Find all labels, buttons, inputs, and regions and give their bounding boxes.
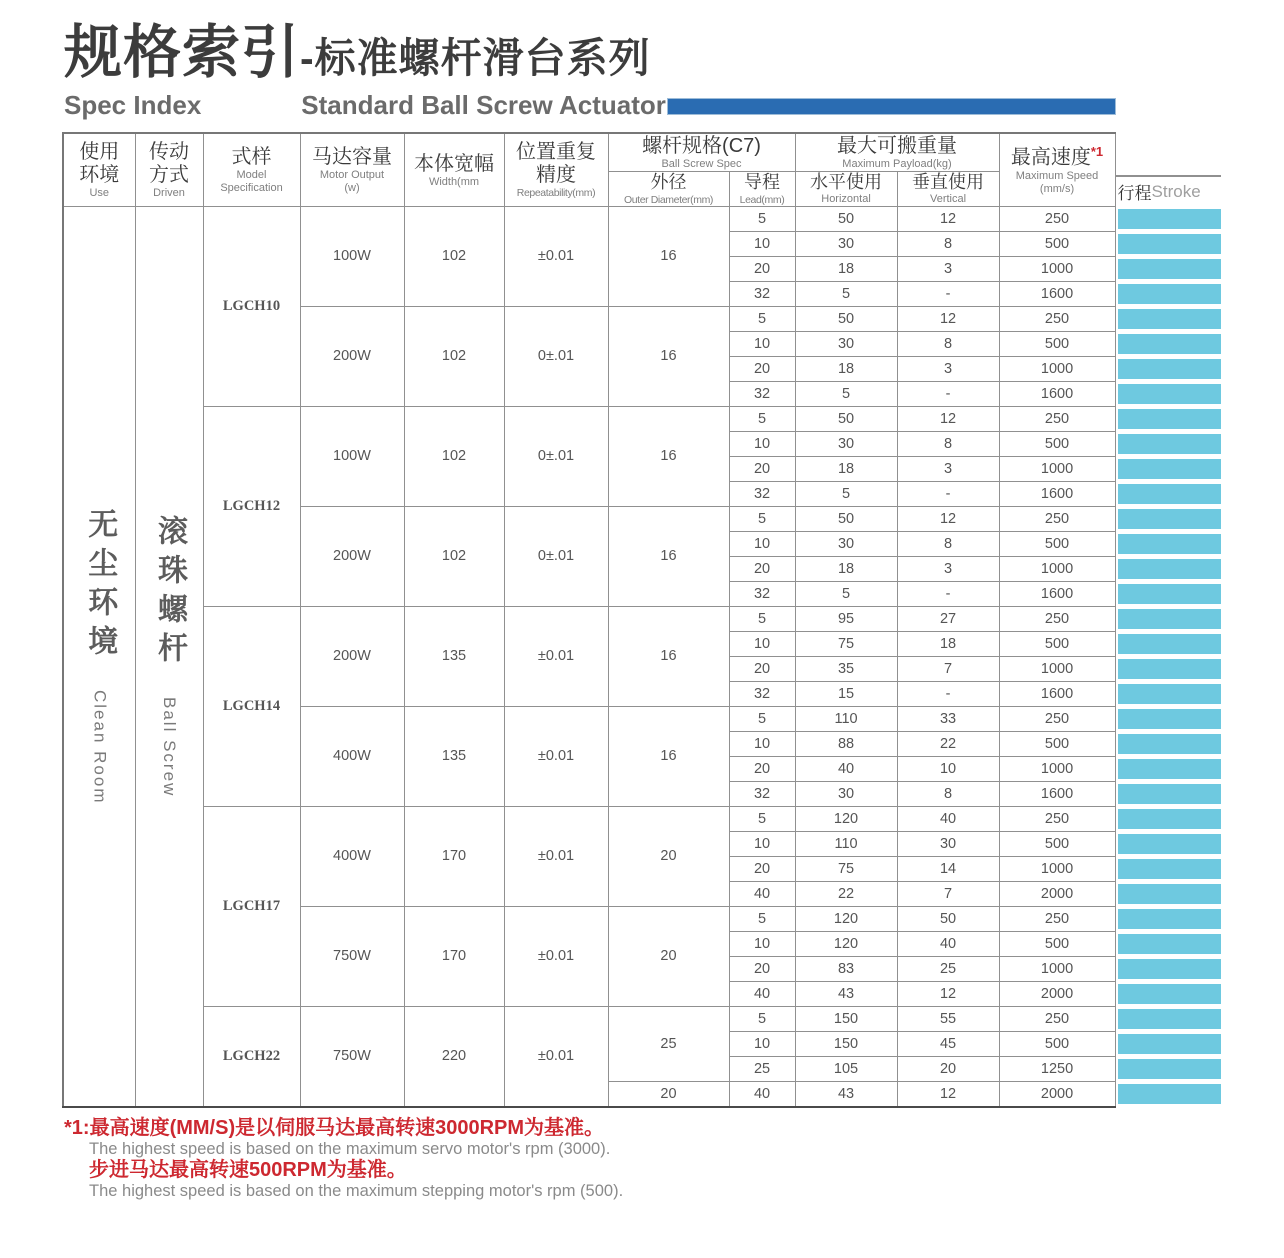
stroke-cell xyxy=(1115,881,1221,906)
max-speed-cell: 250 xyxy=(999,306,1115,331)
stroke-bar xyxy=(1118,784,1222,804)
stroke-cell xyxy=(1115,256,1221,281)
stroke-bar xyxy=(1118,909,1222,929)
max-speed-cell: 2000 xyxy=(999,1081,1115,1107)
max-speed-cell: 500 xyxy=(999,1031,1115,1056)
repeatability-cell: ±0.01 xyxy=(504,206,608,306)
vertical-payload-cell: 33 xyxy=(897,706,999,731)
vertical-payload-cell: 27 xyxy=(897,606,999,631)
horizontal-payload-cell: 18 xyxy=(795,356,897,381)
stroke-bar xyxy=(1118,209,1222,229)
outer-diameter-cell: 16 xyxy=(608,206,729,306)
stroke-cell xyxy=(1115,981,1221,1006)
vertical-payload-cell: 25 xyxy=(897,956,999,981)
lead-cell: 5 xyxy=(729,906,795,931)
stroke-cell xyxy=(1115,281,1221,306)
page-title-zh: 规格索引 xyxy=(64,20,301,85)
max-speed-cell: 1600 xyxy=(999,381,1115,406)
page-title-zh-sub: -标准螺杆滑台系列 xyxy=(300,35,651,81)
horizontal-payload-cell: 30 xyxy=(795,331,897,356)
vertical-payload-cell: - xyxy=(897,381,999,406)
vertical-payload-cell: 8 xyxy=(897,781,999,806)
model-cell: LGCH22 xyxy=(203,1006,300,1107)
max-speed-cell: 1600 xyxy=(999,481,1115,506)
vertical-payload-cell: 3 xyxy=(897,556,999,581)
horizontal-payload-cell: 120 xyxy=(795,931,897,956)
horizontal-payload-cell: 18 xyxy=(795,556,897,581)
model-cell: LGCH12 xyxy=(203,406,300,606)
page-subtitle-left: Spec Index xyxy=(64,90,202,120)
col-header-repeatability: 位置重复 精度 Repeatability(mm) xyxy=(504,133,608,206)
stroke-cell xyxy=(1115,431,1221,456)
col-header-outer-diameter: 外径 Outer Diameter(mm) xyxy=(608,171,729,206)
lead-cell: 20 xyxy=(729,756,795,781)
stroke-cell xyxy=(1115,681,1221,706)
stroke-bar xyxy=(1118,359,1222,379)
stroke-cell xyxy=(1115,1081,1221,1107)
vertical-payload-cell: 20 xyxy=(897,1056,999,1081)
max-speed-cell: 250 xyxy=(999,206,1115,231)
driven-type-cell xyxy=(135,206,203,1107)
stroke-bar xyxy=(1118,1009,1222,1029)
outer-diameter-cell: 16 xyxy=(608,306,729,406)
vertical-payload-cell: 55 xyxy=(897,1006,999,1031)
body-width-cell: 102 xyxy=(404,206,504,306)
max-speed-cell: 250 xyxy=(999,506,1115,531)
horizontal-payload-cell: 83 xyxy=(795,956,897,981)
max-speed-cell: 1600 xyxy=(999,681,1115,706)
horizontal-payload-cell: 22 xyxy=(795,881,897,906)
outer-diameter-cell: 16 xyxy=(608,406,729,506)
stroke-bar xyxy=(1118,584,1222,604)
motor-output-cell: 750W xyxy=(300,906,404,1006)
lead-cell: 10 xyxy=(729,631,795,656)
lead-cell: 5 xyxy=(729,206,795,231)
stroke-cell xyxy=(1115,531,1221,556)
lead-cell: 10 xyxy=(729,231,795,256)
horizontal-payload-cell: 30 xyxy=(795,231,897,256)
model-cell: LGCH10 xyxy=(203,206,300,406)
max-speed-cell: 500 xyxy=(999,831,1115,856)
horizontal-payload-cell: 30 xyxy=(795,431,897,456)
stroke-cell xyxy=(1115,481,1221,506)
stroke-cell xyxy=(1115,231,1221,256)
horizontal-payload-cell: 105 xyxy=(795,1056,897,1081)
stroke-bar xyxy=(1118,459,1222,479)
lead-cell: 32 xyxy=(729,281,795,306)
stroke-cell xyxy=(1115,856,1221,881)
col-header-stroke: 行程 Stroke xyxy=(1115,133,1221,206)
lead-cell: 40 xyxy=(729,1081,795,1107)
horizontal-payload-cell: 15 xyxy=(795,681,897,706)
motor-output-cell: 100W xyxy=(300,206,404,306)
table-row xyxy=(63,406,1221,431)
stroke-cell xyxy=(1115,581,1221,606)
stroke-cell xyxy=(1115,456,1221,481)
max-speed-cell: 1000 xyxy=(999,456,1115,481)
footnotes xyxy=(64,1118,1284,1201)
footnote-line: The highest speed is based on the maximum stepping motor's rpm (500). xyxy=(89,1182,624,1201)
outer-diameter-cell: 20 xyxy=(608,1081,729,1107)
vertical-payload-cell: 7 xyxy=(897,881,999,906)
stroke-cell xyxy=(1115,331,1221,356)
motor-output-cell: 200W xyxy=(300,506,404,606)
repeatability-cell: ±0.01 xyxy=(504,706,608,806)
stroke-cell xyxy=(1115,631,1221,656)
motor-output-cell: 100W xyxy=(300,406,404,506)
lead-cell: 40 xyxy=(729,881,795,906)
vertical-payload-cell: 12 xyxy=(897,406,999,431)
vertical-payload-cell: - xyxy=(897,481,999,506)
body-width-cell: 220 xyxy=(404,1006,504,1107)
lead-cell: 10 xyxy=(729,731,795,756)
max-speed-cell: 1600 xyxy=(999,281,1115,306)
col-header-model: 式样 Model Specification xyxy=(203,133,300,206)
horizontal-payload-cell: 95 xyxy=(795,606,897,631)
outer-diameter-cell: 20 xyxy=(608,806,729,906)
repeatability-cell: 0±.01 xyxy=(504,306,608,406)
lead-cell: 5 xyxy=(729,1006,795,1031)
repeatability-cell: 0±.01 xyxy=(504,506,608,606)
max-speed-cell: 250 xyxy=(999,906,1115,931)
horizontal-payload-cell: 30 xyxy=(795,781,897,806)
stroke-bar xyxy=(1118,609,1222,629)
repeatability-cell: ±0.01 xyxy=(504,1006,608,1107)
lead-cell: 20 xyxy=(729,256,795,281)
stroke-bar xyxy=(1118,709,1222,729)
col-header-max-speed: 最高速度$^{*1}$ Maximum Speed (mm/s) xyxy=(999,133,1115,206)
lead-cell: 5 xyxy=(729,606,795,631)
stroke-cell xyxy=(1115,506,1221,531)
max-speed-cell: 250 xyxy=(999,706,1115,731)
horizontal-payload-cell: 50 xyxy=(795,506,897,531)
col-header-use: 使用 环境 Use xyxy=(63,133,135,206)
stroke-bar xyxy=(1118,484,1222,504)
max-speed-cell: 1000 xyxy=(999,756,1115,781)
max-speed-cell: 500 xyxy=(999,531,1115,556)
stroke-cell xyxy=(1115,606,1221,631)
lead-cell: 20 xyxy=(729,656,795,681)
vertical-payload-cell: 8 xyxy=(897,431,999,456)
outer-diameter-cell: 16 xyxy=(608,506,729,606)
horizontal-payload-cell: 88 xyxy=(795,731,897,756)
col-header-motor: 马达容量 Motor Output (w) xyxy=(300,133,404,206)
lead-cell: 20 xyxy=(729,956,795,981)
horizontal-payload-cell: 120 xyxy=(795,906,897,931)
horizontal-payload-cell: 50 xyxy=(795,306,897,331)
max-speed-cell: 500 xyxy=(999,331,1115,356)
stroke-bar xyxy=(1118,659,1222,679)
max-speed-cell: 500 xyxy=(999,631,1115,656)
max-speed-cell: 1000 xyxy=(999,256,1115,281)
model-cell: LGCH17 xyxy=(203,806,300,1006)
horizontal-payload-cell: 5 xyxy=(795,381,897,406)
horizontal-payload-cell: 5 xyxy=(795,481,897,506)
max-speed-cell: 1250 xyxy=(999,1056,1115,1081)
driven-type-cell-zh-label: 滚珠螺杆 xyxy=(153,515,186,672)
stroke-bar xyxy=(1118,534,1222,554)
horizontal-payload-cell: 18 xyxy=(795,256,897,281)
outer-diameter-cell: 16 xyxy=(608,606,729,706)
stroke-bar xyxy=(1118,884,1222,904)
horizontal-payload-cell: 120 xyxy=(795,806,897,831)
max-speed-cell: 250 xyxy=(999,406,1115,431)
max-speed-cell: 250 xyxy=(999,606,1115,631)
horizontal-payload-cell: 110 xyxy=(795,706,897,731)
stroke-cell xyxy=(1115,756,1221,781)
vertical-payload-cell: 12 xyxy=(897,1081,999,1107)
max-speed-cell: 500 xyxy=(999,931,1115,956)
stroke-cell xyxy=(1115,806,1221,831)
table-row xyxy=(63,606,1221,631)
group-header-max-payload: 最大可搬重量 Maximum Payload(kg) xyxy=(795,133,999,171)
lead-cell: 10 xyxy=(729,331,795,356)
horizontal-payload-cell: 75 xyxy=(795,631,897,656)
stroke-bar xyxy=(1118,834,1222,854)
max-speed-cell: 500 xyxy=(999,231,1115,256)
body-width-cell: 135 xyxy=(404,606,504,706)
horizontal-payload-cell: 150 xyxy=(795,1031,897,1056)
body-width-cell: 170 xyxy=(404,906,504,1006)
stroke-cell xyxy=(1115,1056,1221,1081)
driven-type-cell-en-label: Ball Screw xyxy=(160,697,179,798)
lead-cell: 5 xyxy=(729,806,795,831)
lead-cell: 20 xyxy=(729,456,795,481)
stroke-bar xyxy=(1118,509,1222,529)
horizontal-payload-cell: 50 xyxy=(795,206,897,231)
vertical-payload-cell: - xyxy=(897,581,999,606)
vertical-payload-cell: 40 xyxy=(897,806,999,831)
stroke-bar xyxy=(1118,634,1222,654)
horizontal-payload-cell: 30 xyxy=(795,531,897,556)
table-row xyxy=(63,206,1221,231)
stroke-bar xyxy=(1118,1034,1222,1054)
stroke-bar xyxy=(1118,1059,1222,1079)
stroke-cell xyxy=(1115,406,1221,431)
spec-table xyxy=(62,132,1221,1108)
stroke-cell xyxy=(1115,706,1221,731)
lead-cell: 20 xyxy=(729,556,795,581)
max-speed-cell: 1000 xyxy=(999,656,1115,681)
max-speed-cell: 500 xyxy=(999,431,1115,456)
stroke-cell xyxy=(1115,956,1221,981)
outer-diameter-cell: 25 xyxy=(608,1006,729,1081)
horizontal-payload-cell: 18 xyxy=(795,456,897,481)
lead-cell: 32 xyxy=(729,781,795,806)
repeatability-cell: ±0.01 xyxy=(504,606,608,706)
lead-cell: 20 xyxy=(729,356,795,381)
col-header-horizontal: 水平使用 Horizontal xyxy=(795,171,897,206)
use-environment-cell xyxy=(63,206,135,1107)
max-speed-cell: 500 xyxy=(999,731,1115,756)
vertical-payload-cell: 10 xyxy=(897,756,999,781)
use-environment-cell-en-label: Clean Room xyxy=(90,690,110,805)
title-accent-bar xyxy=(667,98,1116,115)
motor-output-cell: 200W xyxy=(300,306,404,406)
lead-cell: 20 xyxy=(729,856,795,881)
stroke-cell xyxy=(1115,1031,1221,1056)
col-header-width: 本体宽幅 Width(mm xyxy=(404,133,504,206)
max-speed-cell: 1600 xyxy=(999,581,1115,606)
col-header-lead: 导程 Lead(mm) xyxy=(729,171,795,206)
stroke-bar xyxy=(1118,409,1222,429)
max-speed-cell: 1000 xyxy=(999,356,1115,381)
stroke-bar xyxy=(1118,859,1222,879)
vertical-payload-cell: 22 xyxy=(897,731,999,756)
stroke-bar xyxy=(1118,1084,1222,1104)
lead-cell: 5 xyxy=(729,306,795,331)
horizontal-payload-cell: 5 xyxy=(795,581,897,606)
lead-cell: 5 xyxy=(729,706,795,731)
footnote-line: The highest speed is based on the maximum servo motor's rpm (3000). xyxy=(89,1139,611,1158)
horizontal-payload-cell: 50 xyxy=(795,406,897,431)
vertical-payload-cell: 12 xyxy=(897,506,999,531)
vertical-payload-cell: 30 xyxy=(897,831,999,856)
spec-table-body xyxy=(63,206,1221,1107)
lead-cell: 10 xyxy=(729,931,795,956)
lead-cell: 5 xyxy=(729,506,795,531)
stroke-cell xyxy=(1115,206,1221,231)
lead-cell: 32 xyxy=(729,481,795,506)
stroke-bar xyxy=(1118,434,1222,454)
body-width-cell: 102 xyxy=(404,306,504,406)
motor-output-cell: 400W xyxy=(300,706,404,806)
stroke-bar xyxy=(1118,284,1222,304)
horizontal-payload-cell: 150 xyxy=(795,1006,897,1031)
stroke-bar xyxy=(1118,334,1222,354)
stroke-bar xyxy=(1118,384,1222,404)
vertical-payload-cell: 40 xyxy=(897,931,999,956)
vertical-payload-cell: 18 xyxy=(897,631,999,656)
outer-diameter-cell: 16 xyxy=(608,706,729,806)
footnote-line: *1:最高速度(MM/S)是以伺服马达最高转速3000RPM为基准。 xyxy=(64,1116,605,1139)
stroke-cell xyxy=(1115,306,1221,331)
horizontal-payload-cell: 110 xyxy=(795,831,897,856)
stroke-bar xyxy=(1118,559,1222,579)
vertical-payload-cell: 8 xyxy=(897,231,999,256)
max-speed-cell: 1000 xyxy=(999,956,1115,981)
horizontal-payload-cell: 43 xyxy=(795,981,897,1006)
vertical-payload-cell: 8 xyxy=(897,331,999,356)
stroke-cell xyxy=(1115,1006,1221,1031)
stroke-bar xyxy=(1118,984,1222,1004)
vertical-payload-cell: 45 xyxy=(897,1031,999,1056)
stroke-bar xyxy=(1118,959,1222,979)
stroke-bar xyxy=(1118,259,1222,279)
lead-cell: 32 xyxy=(729,681,795,706)
vertical-payload-cell: 8 xyxy=(897,531,999,556)
vertical-payload-cell: 50 xyxy=(897,906,999,931)
body-width-cell: 102 xyxy=(404,406,504,506)
stroke-cell xyxy=(1115,931,1221,956)
stroke-bar xyxy=(1118,234,1222,254)
col-header-vertical: 垂直使用 Vertical xyxy=(897,171,999,206)
max-speed-cell: 250 xyxy=(999,1006,1115,1031)
horizontal-payload-cell: 5 xyxy=(795,281,897,306)
horizontal-payload-cell: 75 xyxy=(795,856,897,881)
page-subtitle-right: Standard Ball Screw Actuator xyxy=(301,90,666,120)
stroke-bar xyxy=(1118,684,1222,704)
table-row xyxy=(63,806,1221,831)
lead-cell: 10 xyxy=(729,531,795,556)
vertical-payload-cell: 12 xyxy=(897,206,999,231)
stroke-bar xyxy=(1118,734,1222,754)
stroke-cell xyxy=(1115,656,1221,681)
lead-cell: 32 xyxy=(729,381,795,406)
lead-cell: 10 xyxy=(729,831,795,856)
table-row xyxy=(63,1006,1221,1031)
lead-cell: 32 xyxy=(729,581,795,606)
body-width-cell: 135 xyxy=(404,706,504,806)
stroke-cell xyxy=(1115,731,1221,756)
vertical-payload-cell: 7 xyxy=(897,656,999,681)
horizontal-payload-cell: 43 xyxy=(795,1081,897,1107)
stroke-bar xyxy=(1118,759,1222,779)
vertical-payload-cell: - xyxy=(897,281,999,306)
model-cell: LGCH14 xyxy=(203,606,300,806)
body-width-cell: 102 xyxy=(404,506,504,606)
vertical-payload-cell: 14 xyxy=(897,856,999,881)
footnote-line: 步进马达最高转速500RPM为基准。 xyxy=(89,1159,407,1182)
lead-cell: 40 xyxy=(729,981,795,1006)
repeatability-cell: ±0.01 xyxy=(504,906,608,1006)
max-speed-cell: 1000 xyxy=(999,556,1115,581)
body-width-cell: 170 xyxy=(404,806,504,906)
motor-output-cell: 400W xyxy=(300,806,404,906)
repeatability-cell: ±0.01 xyxy=(504,806,608,906)
vertical-payload-cell: - xyxy=(897,681,999,706)
max-speed-cell: 2000 xyxy=(999,981,1115,1006)
col-header-driven: 传动 方式 Driven xyxy=(135,133,203,206)
motor-output-cell: 200W xyxy=(300,606,404,706)
vertical-payload-cell: 3 xyxy=(897,356,999,381)
stroke-bar xyxy=(1118,934,1222,954)
stroke-cell xyxy=(1115,781,1221,806)
lead-cell: 10 xyxy=(729,431,795,456)
outer-diameter-cell: 20 xyxy=(608,906,729,1006)
vertical-payload-cell: 12 xyxy=(897,306,999,331)
group-header-ball-screw-spec: 螺杆规格(C7) Ball Screw Spec xyxy=(608,133,795,171)
repeatability-cell: 0±.01 xyxy=(504,406,608,506)
lead-cell: 10 xyxy=(729,1031,795,1056)
use-environment-cell-zh-label: 无尘环境 xyxy=(83,508,117,665)
stroke-bar xyxy=(1118,809,1222,829)
stroke-cell xyxy=(1115,381,1221,406)
motor-output-cell: 750W xyxy=(300,1006,404,1107)
max-speed-cell: 250 xyxy=(999,806,1115,831)
horizontal-payload-cell: 35 xyxy=(795,656,897,681)
stroke-cell xyxy=(1115,356,1221,381)
vertical-payload-cell: 3 xyxy=(897,256,999,281)
vertical-payload-cell: 12 xyxy=(897,981,999,1006)
speed-footnote-marker: *1 xyxy=(1090,144,1104,160)
max-speed-cell: 1000 xyxy=(999,856,1115,881)
stroke-cell xyxy=(1115,556,1221,581)
stroke-cell xyxy=(1115,831,1221,856)
stroke-cell xyxy=(1115,906,1221,931)
horizontal-payload-cell: 40 xyxy=(795,756,897,781)
lead-cell: 25 xyxy=(729,1056,795,1081)
max-speed-cell: 1600 xyxy=(999,781,1115,806)
stroke-bar xyxy=(1118,309,1222,329)
max-speed-cell: 2000 xyxy=(999,881,1115,906)
lead-cell: 5 xyxy=(729,406,795,431)
vertical-payload-cell: 3 xyxy=(897,456,999,481)
